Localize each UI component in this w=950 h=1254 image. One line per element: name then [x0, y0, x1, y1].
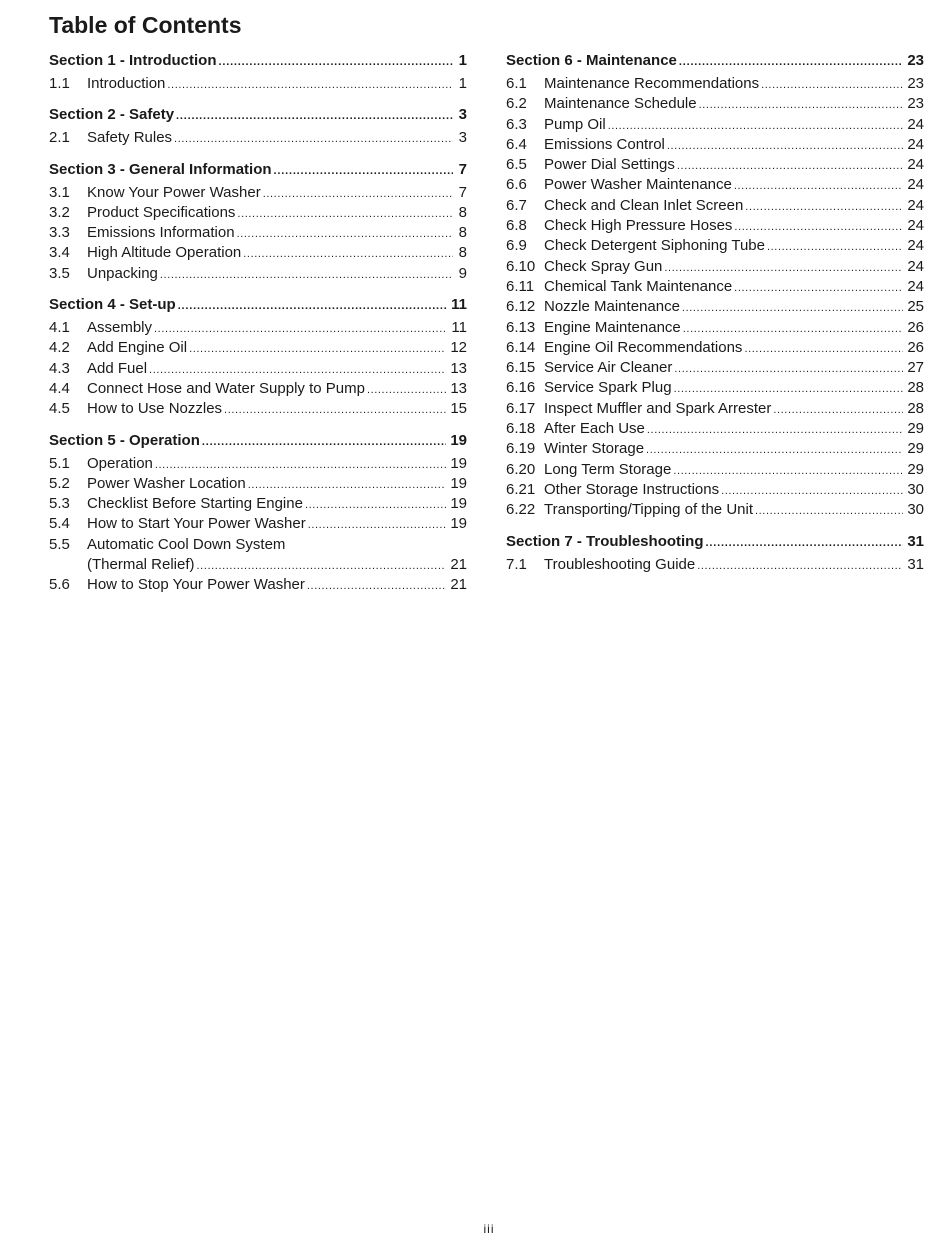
toc-entry-number: 3.2 [49, 203, 70, 221]
toc-page-number: 24 [907, 196, 924, 214]
toc-entry-number: 6.11 [506, 277, 535, 295]
dot-leader [189, 339, 446, 359]
toc-page-number: 24 [907, 257, 924, 275]
toc-entry-title: Assembly [87, 319, 153, 337]
toc-page-number: 7 [458, 160, 467, 178]
toc-entry-number: 4.5 [49, 400, 70, 418]
toc-entry[interactable] [506, 175, 924, 195]
toc-entry-number: 6.12 [506, 298, 536, 316]
toc-entry[interactable] [49, 223, 467, 243]
toc-entry[interactable] [49, 399, 467, 419]
toc-entry-title: High Altitude Operation [87, 244, 242, 262]
toc-entry[interactable] [49, 555, 467, 575]
dot-leader [734, 176, 903, 196]
toc-entry-title: Power Washer Maintenance [544, 176, 732, 194]
toc-entry-number: 5.5 [49, 535, 70, 553]
toc-page-number: 23 [907, 95, 924, 113]
toc-section-title: Section 2 - Safety [49, 106, 175, 124]
toc-entry-number: 6.6 [506, 176, 527, 194]
toc-entry-title: Nozzle Maintenance [544, 298, 680, 316]
toc-section-title: Section 3 - General Information [49, 160, 272, 178]
toc-entry-number: 6.5 [506, 156, 527, 174]
toc-entry[interactable] [506, 74, 924, 94]
toc-page-number: 8 [458, 224, 467, 242]
toc-page-number: 31 [907, 555, 924, 573]
toc-entry[interactable] [49, 575, 467, 595]
toc-entry-title: Engine Maintenance [544, 318, 681, 336]
toc-section-heading[interactable] [49, 50, 467, 72]
toc-entry-title: Operation [87, 454, 153, 472]
toc-entry-title: Product Specifications [87, 203, 236, 221]
toc-page-number: 23 [907, 52, 924, 69]
toc-entry[interactable] [506, 460, 924, 480]
toc-entry-title: Maintenance Recommendations [544, 75, 760, 92]
toc-page-number: 19 [450, 515, 467, 533]
toc-page-number: 26 [907, 318, 924, 336]
toc-entry[interactable] [49, 318, 467, 338]
toc-entry[interactable] [49, 183, 467, 203]
toc-entry-title: Safety Rules [87, 129, 173, 147]
toc-entry-title: Unpacking [87, 264, 158, 282]
dot-leader [682, 298, 903, 318]
toc-column-right [506, 50, 924, 575]
toc-entry-number: 6.20 [506, 460, 536, 478]
toc-entry[interactable] [506, 216, 924, 236]
toc-entry-title: Check Detergent Siphoning Tube [544, 237, 765, 255]
toc-page-number: 8 [458, 203, 467, 221]
toc-entry-number: 3.5 [49, 264, 70, 282]
toc-entry-number: 6.8 [506, 217, 527, 235]
toc-page-number: 1 [458, 75, 467, 92]
page-number-footer: iii [483, 1222, 495, 1236]
toc-section-heading[interactable] [49, 294, 467, 316]
dot-leader [367, 380, 446, 400]
dot-leader [174, 129, 453, 149]
toc-entry-number: 6.10 [506, 257, 536, 275]
dot-leader [243, 244, 453, 264]
toc-entry[interactable] [506, 419, 924, 439]
toc-section-heading[interactable] [49, 159, 467, 181]
toc-entry-title: Add Engine Oil [87, 339, 188, 357]
toc-entry[interactable] [49, 338, 467, 358]
toc-page-number: 23 [907, 75, 924, 92]
toc-page-number: 30 [907, 501, 924, 519]
dot-leader [149, 360, 446, 380]
toc-entry[interactable] [506, 94, 924, 114]
dot-leader [761, 75, 903, 95]
toc-entry-title: Engine Oil Recommendations [544, 338, 743, 356]
toc-entry-number: 3.1 [49, 183, 70, 201]
toc-entry-number: 5.3 [49, 495, 70, 513]
toc-entry-title: (Thermal Relief) [87, 556, 195, 574]
toc-entry[interactable] [506, 236, 924, 256]
dot-leader [154, 319, 447, 339]
dot-leader [274, 160, 453, 182]
toc-entry-title: Introduction [87, 75, 166, 92]
toc-page-number: 8 [458, 244, 467, 262]
toc-entry-number: 6.2 [506, 95, 527, 113]
toc-page-number: 28 [907, 379, 924, 397]
toc-entry-title: Check High Pressure Hoses [544, 217, 733, 235]
toc-entry[interactable] [506, 257, 924, 277]
toc-entry-title: How to Start Your Power Washer [87, 515, 306, 533]
toc-entry[interactable] [506, 135, 924, 155]
toc-page-number: 24 [907, 115, 924, 133]
toc-entry[interactable] [49, 74, 467, 94]
toc-entry[interactable] [506, 297, 924, 317]
toc-page-number: 7 [458, 183, 467, 201]
dot-leader [734, 217, 903, 237]
toc-page-number: 12 [450, 339, 467, 357]
toc-entry-title: Check Spray Gun [544, 257, 663, 275]
toc-entry[interactable] [49, 494, 467, 514]
toc-entry-title: Winter Storage [544, 440, 645, 458]
toc-entry-title: Chemical Tank Maintenance [544, 277, 733, 295]
toc-entry-title: Emissions Control [544, 135, 665, 153]
toc-entry-title: Pump Oil [544, 115, 606, 133]
toc-entry[interactable] [49, 203, 467, 223]
toc-section-heading[interactable] [506, 531, 924, 553]
dot-leader [308, 515, 447, 535]
dot-leader [755, 501, 903, 521]
toc-entry[interactable] [506, 338, 924, 358]
dot-leader [773, 400, 903, 420]
toc-page-number: 19 [450, 454, 467, 472]
toc-section-title: Section 5 - Operation [49, 431, 200, 449]
dot-leader [767, 237, 903, 257]
dot-leader [248, 475, 447, 495]
toc-entry-title: Connect Hose and Water Supply to Pump [87, 379, 365, 397]
dot-leader [667, 136, 903, 156]
dot-leader [679, 51, 903, 73]
toc-section-title: Section 1 - Introduction [49, 52, 217, 69]
toc-page-number: 28 [907, 399, 924, 417]
toc-entry-title: Know Your Power Washer [87, 183, 261, 201]
toc-entry-title: Other Storage Instructions [544, 480, 720, 498]
toc-entry-title: How to Use Nozzles [87, 400, 223, 418]
toc-entry-number: 4.1 [49, 319, 70, 337]
toc-page-number: 27 [907, 359, 924, 377]
toc-entry-number: 5.6 [49, 576, 70, 594]
dot-leader [263, 184, 453, 204]
toc-page-number: 25 [907, 298, 924, 316]
dot-leader [697, 556, 903, 576]
toc-entry[interactable] [49, 243, 467, 263]
toc-entry-title: After Each Use [544, 420, 645, 438]
dot-leader [237, 224, 453, 244]
toc-page-number: 24 [907, 237, 924, 255]
toc-entry[interactable] [49, 514, 467, 534]
toc-entry-title: Automatic Cool Down System [87, 535, 286, 553]
toc-entry[interactable] [49, 264, 467, 284]
dot-leader [219, 51, 454, 73]
dot-leader [305, 495, 446, 515]
toc-entry-number: 6.13 [506, 318, 536, 336]
toc-entry[interactable] [506, 480, 924, 500]
toc-entry-number: 1.1 [49, 75, 70, 92]
dot-leader [224, 400, 446, 420]
dot-leader [699, 95, 904, 115]
toc-entry-number: 6.17 [506, 399, 536, 417]
toc-entry-title: How to Stop Your Power Washer [87, 576, 305, 594]
toc-section-heading[interactable] [506, 50, 924, 72]
dot-leader [745, 197, 903, 217]
toc-page-number: 3 [458, 129, 467, 147]
toc-entry[interactable] [49, 379, 467, 399]
toc-entry-number: 6.19 [506, 440, 536, 458]
toc-entry-number: 4.4 [49, 379, 70, 397]
toc-section-title: Section 4 - Set-up [49, 296, 176, 314]
toc-page-number: 19 [450, 431, 467, 449]
toc-entry-title: Power Washer Location [87, 474, 246, 492]
dot-leader [647, 420, 903, 440]
toc-page-number: 29 [907, 460, 924, 478]
toc-entry-number: 6.16 [506, 379, 536, 397]
toc-entry-title: Add Fuel [87, 359, 148, 377]
toc-page-number: 30 [907, 480, 924, 498]
toc-section-title: Section 6 - Maintenance [506, 52, 677, 69]
dot-leader [197, 556, 447, 576]
toc-page-number: 29 [907, 440, 924, 458]
dot-leader [674, 359, 903, 379]
toc-entry-number: 4.2 [49, 339, 70, 357]
dot-leader [178, 295, 447, 317]
toc-page-number: 31 [907, 532, 924, 550]
toc-entry-number: 6.1 [506, 75, 527, 92]
dot-leader [237, 204, 453, 224]
toc-entry-title: Service Air Cleaner [544, 359, 673, 377]
toc-entry-title: Maintenance Schedule [544, 95, 697, 113]
toc-page-number: 15 [450, 400, 467, 418]
dot-leader [673, 461, 903, 481]
toc-entry[interactable] [506, 439, 924, 459]
dot-leader [202, 431, 446, 453]
toc-page-number: 19 [450, 474, 467, 492]
toc-entry-title: Transporting/Tipping of the Unit [544, 501, 753, 519]
toc-entry-number: 2.1 [49, 129, 70, 147]
dot-leader [608, 116, 904, 136]
dot-leader [155, 455, 446, 475]
toc-entry[interactable] [49, 359, 467, 379]
toc-page-number: 24 [907, 217, 924, 235]
toc-page-number: 21 [450, 556, 467, 574]
page-title: Table of Contents [49, 12, 242, 38]
toc-entry-title: Emissions Information [87, 224, 235, 242]
dot-leader [706, 532, 904, 554]
toc-entry[interactable] [506, 155, 924, 175]
dot-leader [721, 481, 903, 501]
dot-leader [167, 75, 453, 95]
toc-entry[interactable] [506, 378, 924, 398]
toc-page-number: 24 [907, 135, 924, 153]
toc-entry-number: 6.18 [506, 420, 536, 438]
dot-leader [734, 278, 903, 298]
toc-entry[interactable] [49, 535, 467, 555]
toc-page-number: 11 [451, 319, 467, 337]
toc-page-number: 26 [907, 338, 924, 356]
toc-entry[interactable] [506, 318, 924, 338]
toc-entry-title: Check and Clean Inlet Screen [544, 196, 744, 214]
toc-entry-title: Service Spark Plug [544, 379, 672, 397]
toc-section-heading[interactable] [49, 430, 467, 452]
toc-entry-number: 6.9 [506, 237, 527, 255]
toc-page-number: 9 [458, 264, 467, 282]
toc-entry[interactable] [49, 454, 467, 474]
toc-entry-number: 3.3 [49, 224, 70, 242]
toc-section-heading[interactable] [49, 104, 467, 126]
dot-leader [160, 265, 453, 285]
dot-leader [683, 319, 904, 339]
toc-entry[interactable] [49, 128, 467, 148]
dot-leader [176, 105, 453, 127]
toc-page-number: 24 [907, 176, 924, 194]
dot-leader [744, 339, 903, 359]
toc-entry-number: 6.22 [506, 501, 536, 519]
dot-leader [674, 379, 904, 399]
toc-page-number: 24 [907, 277, 924, 295]
toc-entry[interactable] [506, 555, 924, 575]
dot-leader [646, 440, 903, 460]
dot-leader [677, 156, 903, 176]
toc-page-number: 29 [907, 420, 924, 438]
toc-entry[interactable] [49, 474, 467, 494]
toc-column-left [49, 50, 467, 596]
toc-entry-number: 6.15 [506, 359, 536, 377]
toc-entry[interactable] [506, 277, 924, 297]
toc-page-number: 13 [450, 359, 467, 377]
toc-page-number: 3 [458, 106, 467, 124]
toc-entry[interactable] [506, 196, 924, 216]
toc-entry-title: Long Term Storage [544, 460, 672, 478]
toc-page-number: 11 [451, 296, 467, 314]
toc-entry-number: 5.1 [49, 454, 70, 472]
toc-entry-title: Troubleshooting Guide [544, 555, 696, 573]
dot-leader [307, 576, 446, 596]
dot-leader [664, 258, 903, 278]
toc-page-number: 24 [907, 156, 924, 174]
toc-entry-title: Power Dial Settings [544, 156, 675, 174]
toc-entry-number: 6.4 [506, 135, 527, 153]
toc-entry-title: Inspect Muffler and Spark Arrester [544, 399, 772, 417]
toc-entry-number: 6.14 [506, 338, 536, 356]
toc-entry-number: 6.7 [506, 196, 527, 214]
toc-entry[interactable] [506, 358, 924, 378]
toc-entry-number: 6.21 [506, 480, 536, 498]
toc-entry-number: 3.4 [49, 244, 70, 262]
toc-page-number: 1 [458, 52, 467, 69]
toc-page-number: 19 [450, 495, 467, 513]
toc-page-number: 21 [450, 576, 467, 594]
toc-entry-number: 5.4 [49, 515, 70, 533]
toc-entry-number: 4.3 [49, 359, 70, 377]
toc-entry-number: 6.3 [506, 115, 527, 133]
toc-entry[interactable] [506, 399, 924, 419]
toc-section-title: Section 7 - Troubleshooting [506, 532, 704, 550]
toc-entry-title: Checklist Before Starting Engine [87, 495, 303, 513]
toc-entry[interactable] [506, 500, 924, 520]
toc-entry[interactable] [506, 115, 924, 135]
toc-entry-number: 5.2 [49, 474, 70, 492]
toc-entry-number: 7.1 [506, 555, 527, 573]
toc-page-number: 13 [450, 379, 467, 397]
